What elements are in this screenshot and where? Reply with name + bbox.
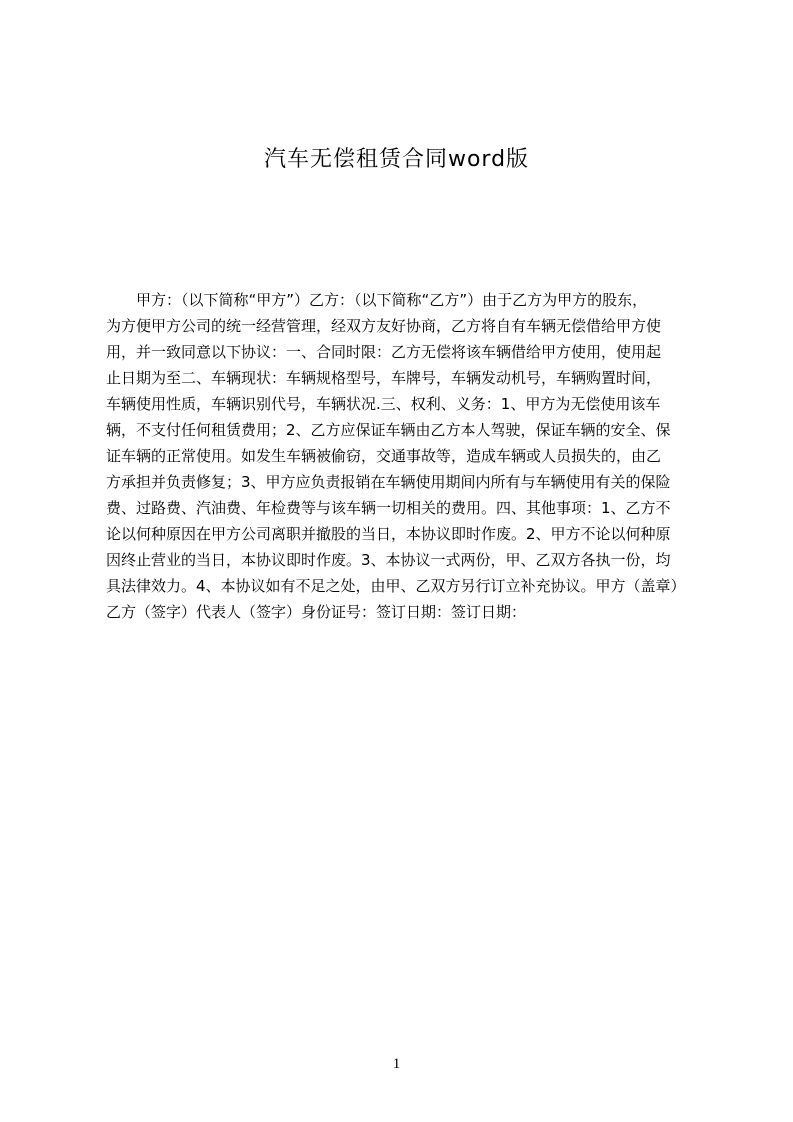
body-line: 具法律效力。4、本协议如有不足之处，由甲、乙双方另行订立补充协议。甲方（盖章） [106, 577, 686, 595]
body-line: 为方便甲方公司的统一经营管理，经双方友好协商，乙方将自有车辆无偿借给甲方使 [106, 317, 662, 335]
body-line: 辆，不支付任何租赁费用；2、乙方应保证车辆由乙方本人驾驶，保证车辆的安全、保 [106, 421, 671, 439]
page-title: 汽车无偿租赁合同word版 [263, 147, 530, 172]
body-line: 车辆使用性质，车辆识别代号，车辆状况.三、权利、义务：1、甲方为无偿使用该车 [106, 395, 661, 413]
body-line: 用，并一致同意以下协议：一、合同时限：乙方无偿将该车辆借给甲方使用，使用起 [106, 343, 662, 361]
body-line: 证车辆的正常使用。如发生车辆被偷窃，交通事故等，造成车辆或人员损失的，由乙 [106, 447, 662, 465]
body-line: 乙方（签字）代表人（签字）身份证号：签订日期：签订日期： [106, 603, 527, 621]
body-line: 方承担并负责修复；3、甲方应负责报销在车辆使用期间内所有与车辆使用有关的保险 [106, 473, 671, 491]
body-line: 止日期为至二、车辆现状：车辆规格型号，车牌号，车辆发动机号，车辆购置时间， [106, 369, 662, 387]
body-line: 甲方：（以下简称“甲方”）乙方：（以下简称“乙方”）由于乙方为甲方的股东， [106, 291, 648, 309]
body-line: 费、过路费、汽油费、年检费等与该车辆一切相关的费用。四、其他事项：1、乙方不 [106, 499, 671, 517]
body-line: 论以何种原因在甲方公司离职并撤股的当日，本协议即时作废。2、甲方不论以何种原 [106, 525, 671, 543]
contract-body [106, 287, 698, 625]
page-number: 1 [392, 1056, 401, 1072]
body-line: 因终止营业的当日，本协议即时作废。3、本协议一式两份，甲、乙双方各执一份，均 [106, 551, 671, 569]
